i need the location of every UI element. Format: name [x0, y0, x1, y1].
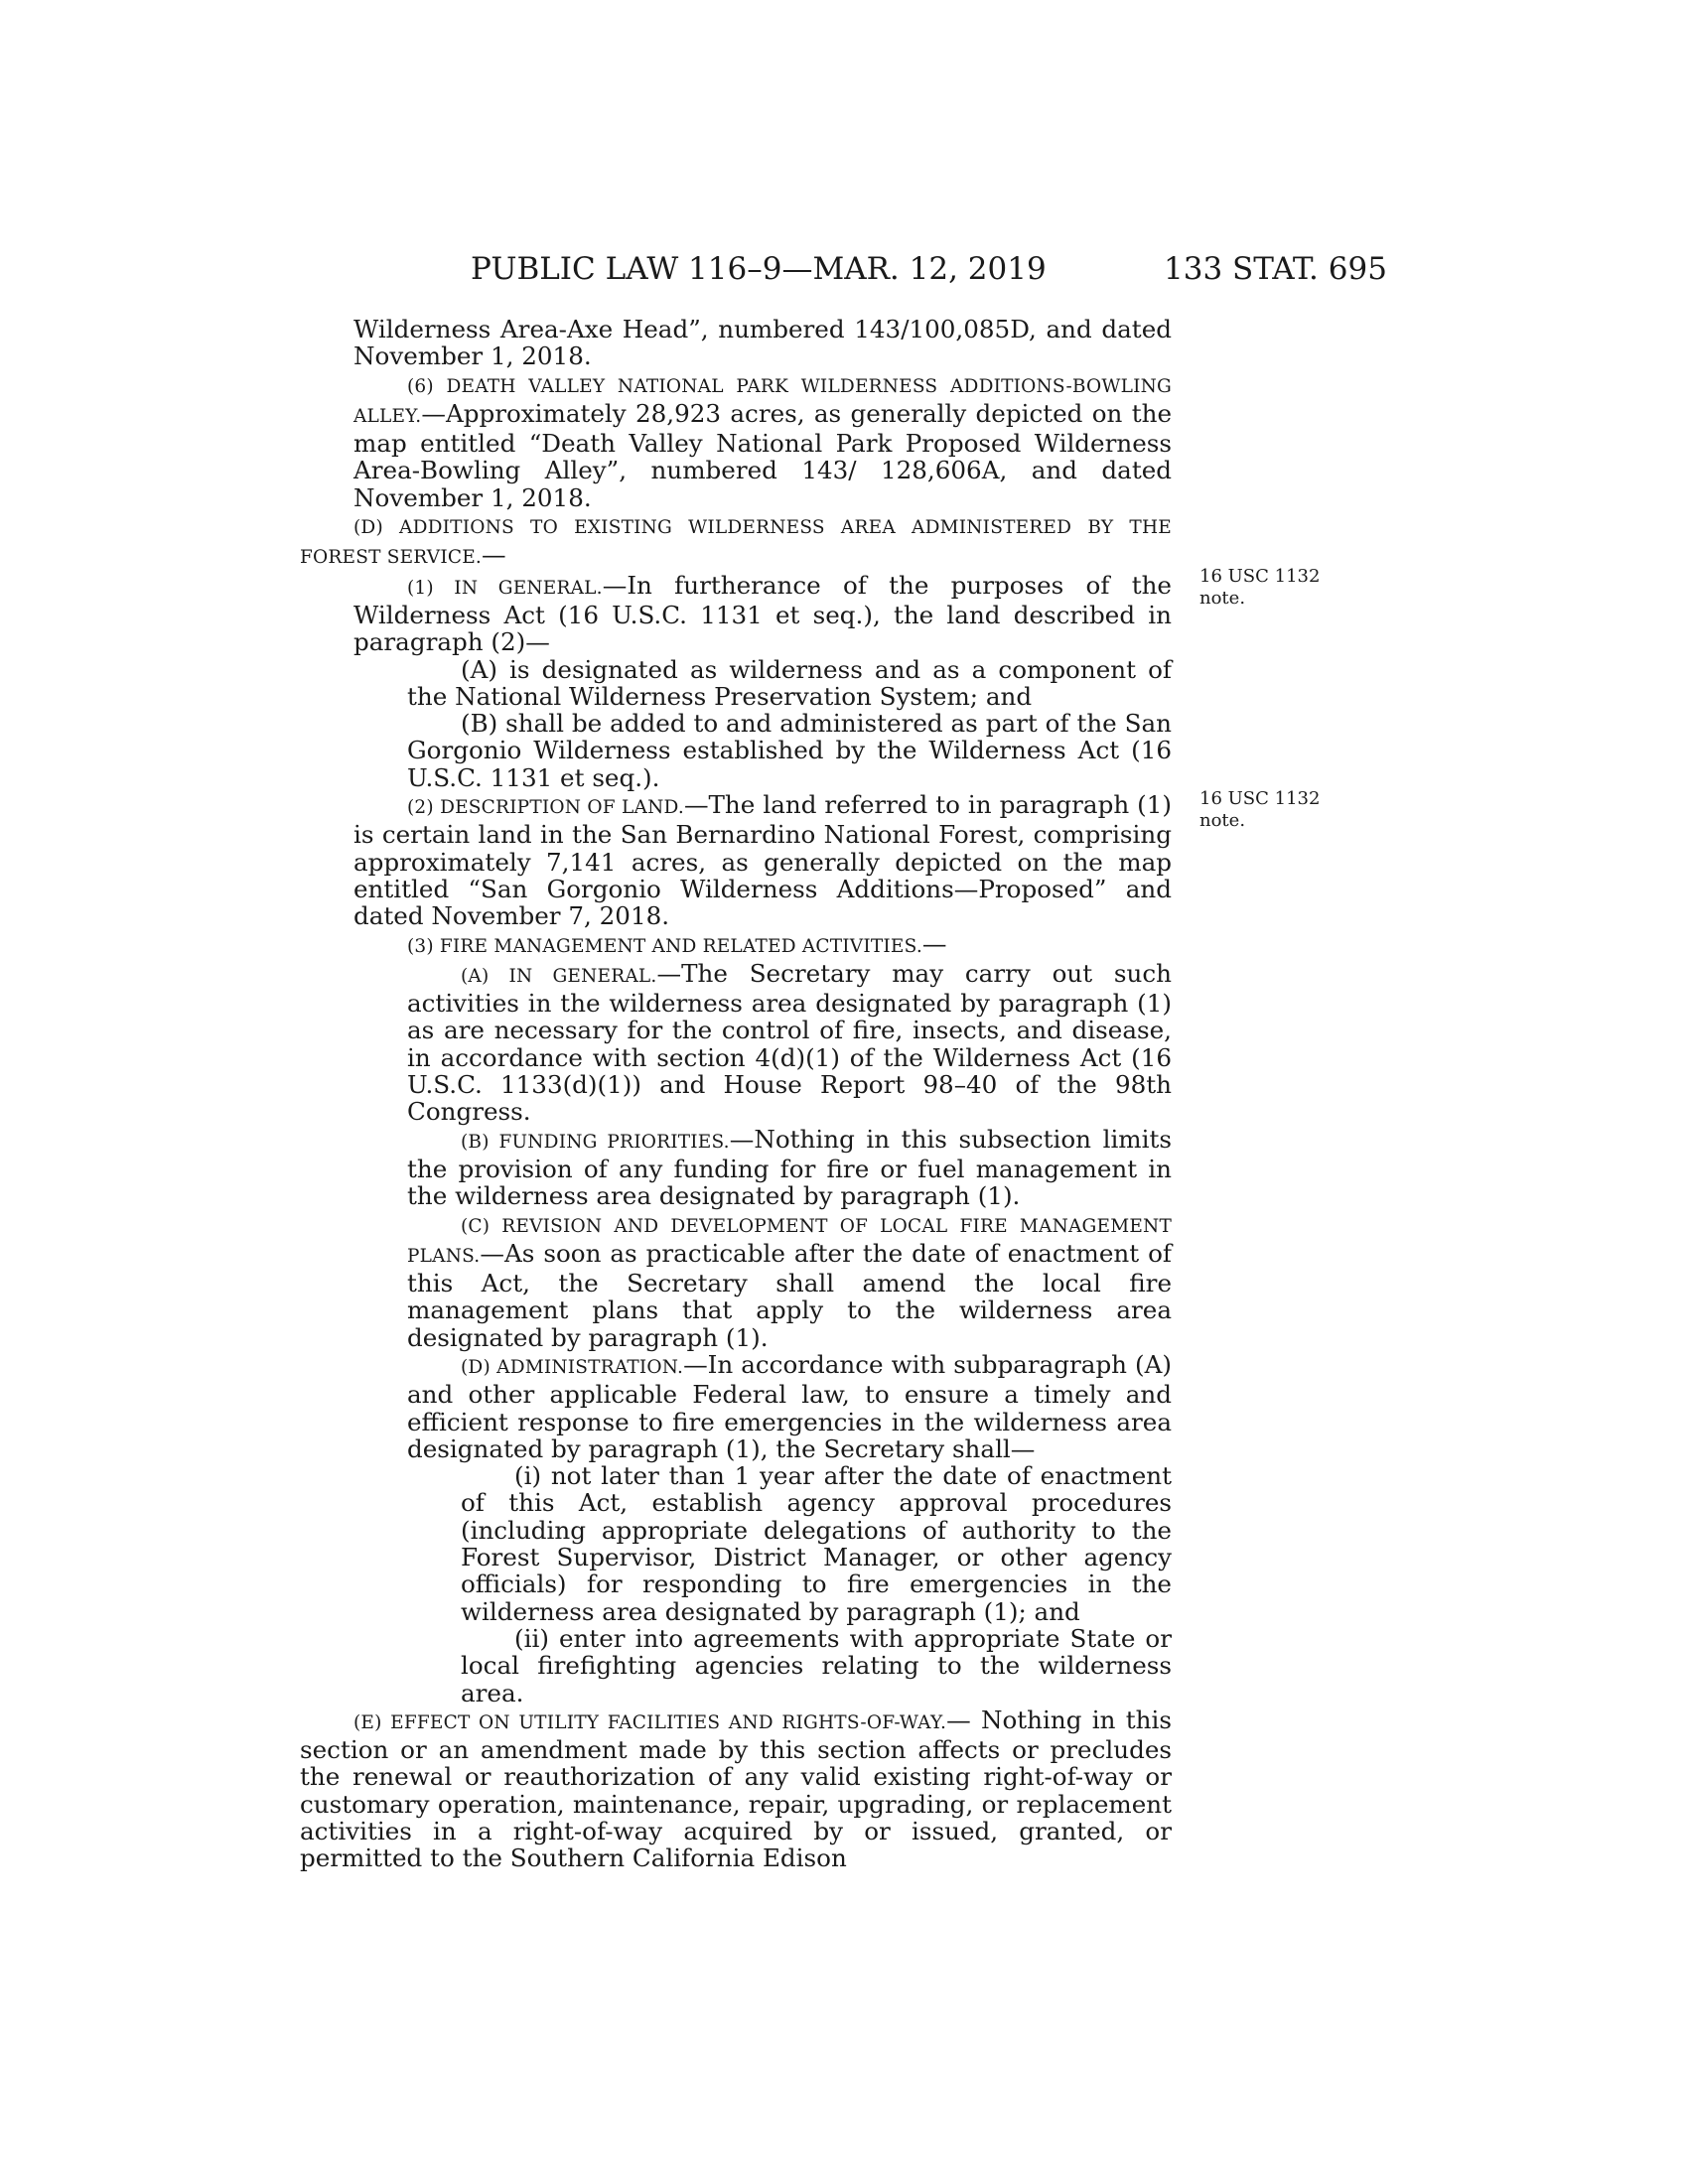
subparagraph-d3C-text: —As soon as practicable after the date of enactment of this Act, the Secretary shall amend the local fire management plans that apply to the wilderness area designated by paragraph (1).: [407, 1238, 1172, 1352]
subsection-d: [300, 511, 1172, 572]
margin-note-label: note.: [1199, 810, 1246, 831]
clause-d3Dii: (ii) enter into agreements with appropriate State or local firefighting agencies relating to the wilderness area.: [461, 1623, 1172, 1707]
subsection-e-text: — Nothing in this section or an amendment made by this section affects or precludes the renewal or reauthorization of any valid existing right-of-way or customary operation, maintenance, repair, upgrading, or replacement activities in a right-of-way acquired by or issued, granted, or permitted to the Southern California Edison: [300, 1705, 1172, 1873]
paragraph-6-heading: (6) DEATH VALLEY NATIONAL PARK WILDERNESS ADDITIONS-BOWLING ALLEY.: [353, 375, 1172, 427]
subsection-d-text: —: [482, 540, 506, 570]
margin-note: [1199, 566, 1329, 610]
paragraph-d1-text: —In furtherance of the purposes of the Wilderness Act (16 U.S.C. 1131 et seq.), the land described in paragraph (2)—: [353, 570, 1172, 657]
subparagraph-d3B-text: —Nothing in this subsection limits the provision of any funding for fire or fuel management in the wilderness area designated by paragraph (1).: [407, 1124, 1172, 1211]
clause-d3Di: (i) not later than 1 year after the date of enactment of this Act, establish agency approval procedures (including appropriate delegations of authority to the Forest Supervisor, District Manager, or other agency officials) for responding to fire emergencies in the wilderness area designated by paragraph (1); and: [461, 1461, 1172, 1626]
margin-note-citation: 16 USC 1132: [1199, 788, 1321, 809]
subparagraph-d3C-heading: (C) REVISION AND DEVELOPMENT OF LOCAL FIRE MANAGEMENT PLANS.: [407, 1215, 1172, 1267]
paragraph-d3: [353, 930, 1172, 960]
paragraph-d1: [353, 572, 1172, 656]
statute-body: [300, 316, 1172, 1872]
subparagraph-d1A: (A) is designated as wilderness and as a component of the National Wilderness Preservation System; and: [407, 654, 1172, 711]
paragraph-d2: [353, 791, 1172, 929]
paragraph-6: [353, 370, 1172, 511]
subparagraph-d3D: [407, 1351, 1172, 1462]
subparagraph-d3B-heading: (B) FUNDING PRIORITIES.: [461, 1131, 730, 1153]
subparagraph-d3C: [407, 1210, 1172, 1351]
margin-note: [1199, 788, 1329, 832]
paragraph-continuation: Wilderness Area-Axe Head”, numbered 143/100,085D, and dated November 1, 2018.: [353, 315, 1172, 371]
subsection-e: [300, 1706, 1172, 1872]
header-stat-page: 133 STAT. 695: [1164, 251, 1387, 287]
subparagraph-d3A: [407, 960, 1172, 1126]
paragraph-d2-heading: (2) DESCRIPTION OF LAND.: [407, 797, 684, 819]
subparagraph-d3D-text: —In accordance with subparagraph (A) and other applicable Federal law, to ensure a timely and efficient response to fire emergencies in the wilderness area designated by paragraph (1), the Secretary shall—: [407, 1349, 1172, 1463]
subparagraph-d3A-text: —The Secretary may carry out such activities in the wilderness area designated by paragraph (1) as are necessary for the control of fire, insects, and disease, in accordance with section 4(d)(1) of the Wilderness Act (16 U.S.C. 1133(d)(1)) and House Report 98–40 of the 98th Congress.: [407, 958, 1172, 1127]
subparagraph-d3B: [407, 1126, 1172, 1210]
paragraph-d1-heading: (1) IN GENERAL.: [407, 577, 603, 599]
subparagraph-d3A-heading: (A) IN GENERAL.: [461, 965, 657, 987]
paragraph-d2-text: —The land referred to in paragraph (1) is certain land in the San Bernardino National Forest, comprising approximately 7,141 acres, as generally depicted on the map entitled “San Gorgonio Wilderness Additions—Proposed” and dated November 7, 2018.: [353, 790, 1173, 931]
subparagraph-d3D-heading: (D) ADMINISTRATION.: [461, 1356, 684, 1378]
subparagraph-d1B: (B) shall be added to and administered as part of the San Gorgonio Wilderness established by the Wilderness Act (16 U.S.C. 1131 et seq.).: [407, 709, 1172, 792]
margin-note-citation: 16 USC 1132: [1199, 566, 1321, 587]
header-title: PUBLIC LAW 116–9—MAR. 12, 2019: [471, 251, 1047, 287]
paragraph-d3-heading: (3) FIRE MANAGEMENT AND RELATED ACTIVITIES.: [407, 935, 922, 957]
margin-note-label: note.: [1199, 588, 1246, 609]
subsection-e-heading: (E) EFFECT ON UTILITY FACILITIES AND RIGHTS-OF-WAY.: [353, 1711, 947, 1733]
running-header: [0, 251, 1688, 291]
subsection-d-heading: (D) ADDITIONS TO EXISTING WILDERNESS AREA ADMINISTERED BY THE FOREST SERVICE.: [300, 517, 1172, 569]
paragraph-d3-text: —: [921, 928, 947, 958]
paragraph-6-text: —Approximately 28,923 acres, as generally depicted on the map entitled “Death Valley National Park Proposed Wilderness Area-Bowling Alley”, numbered 143/ 128,606A, and dated November 1, 2018.: [353, 398, 1172, 512]
